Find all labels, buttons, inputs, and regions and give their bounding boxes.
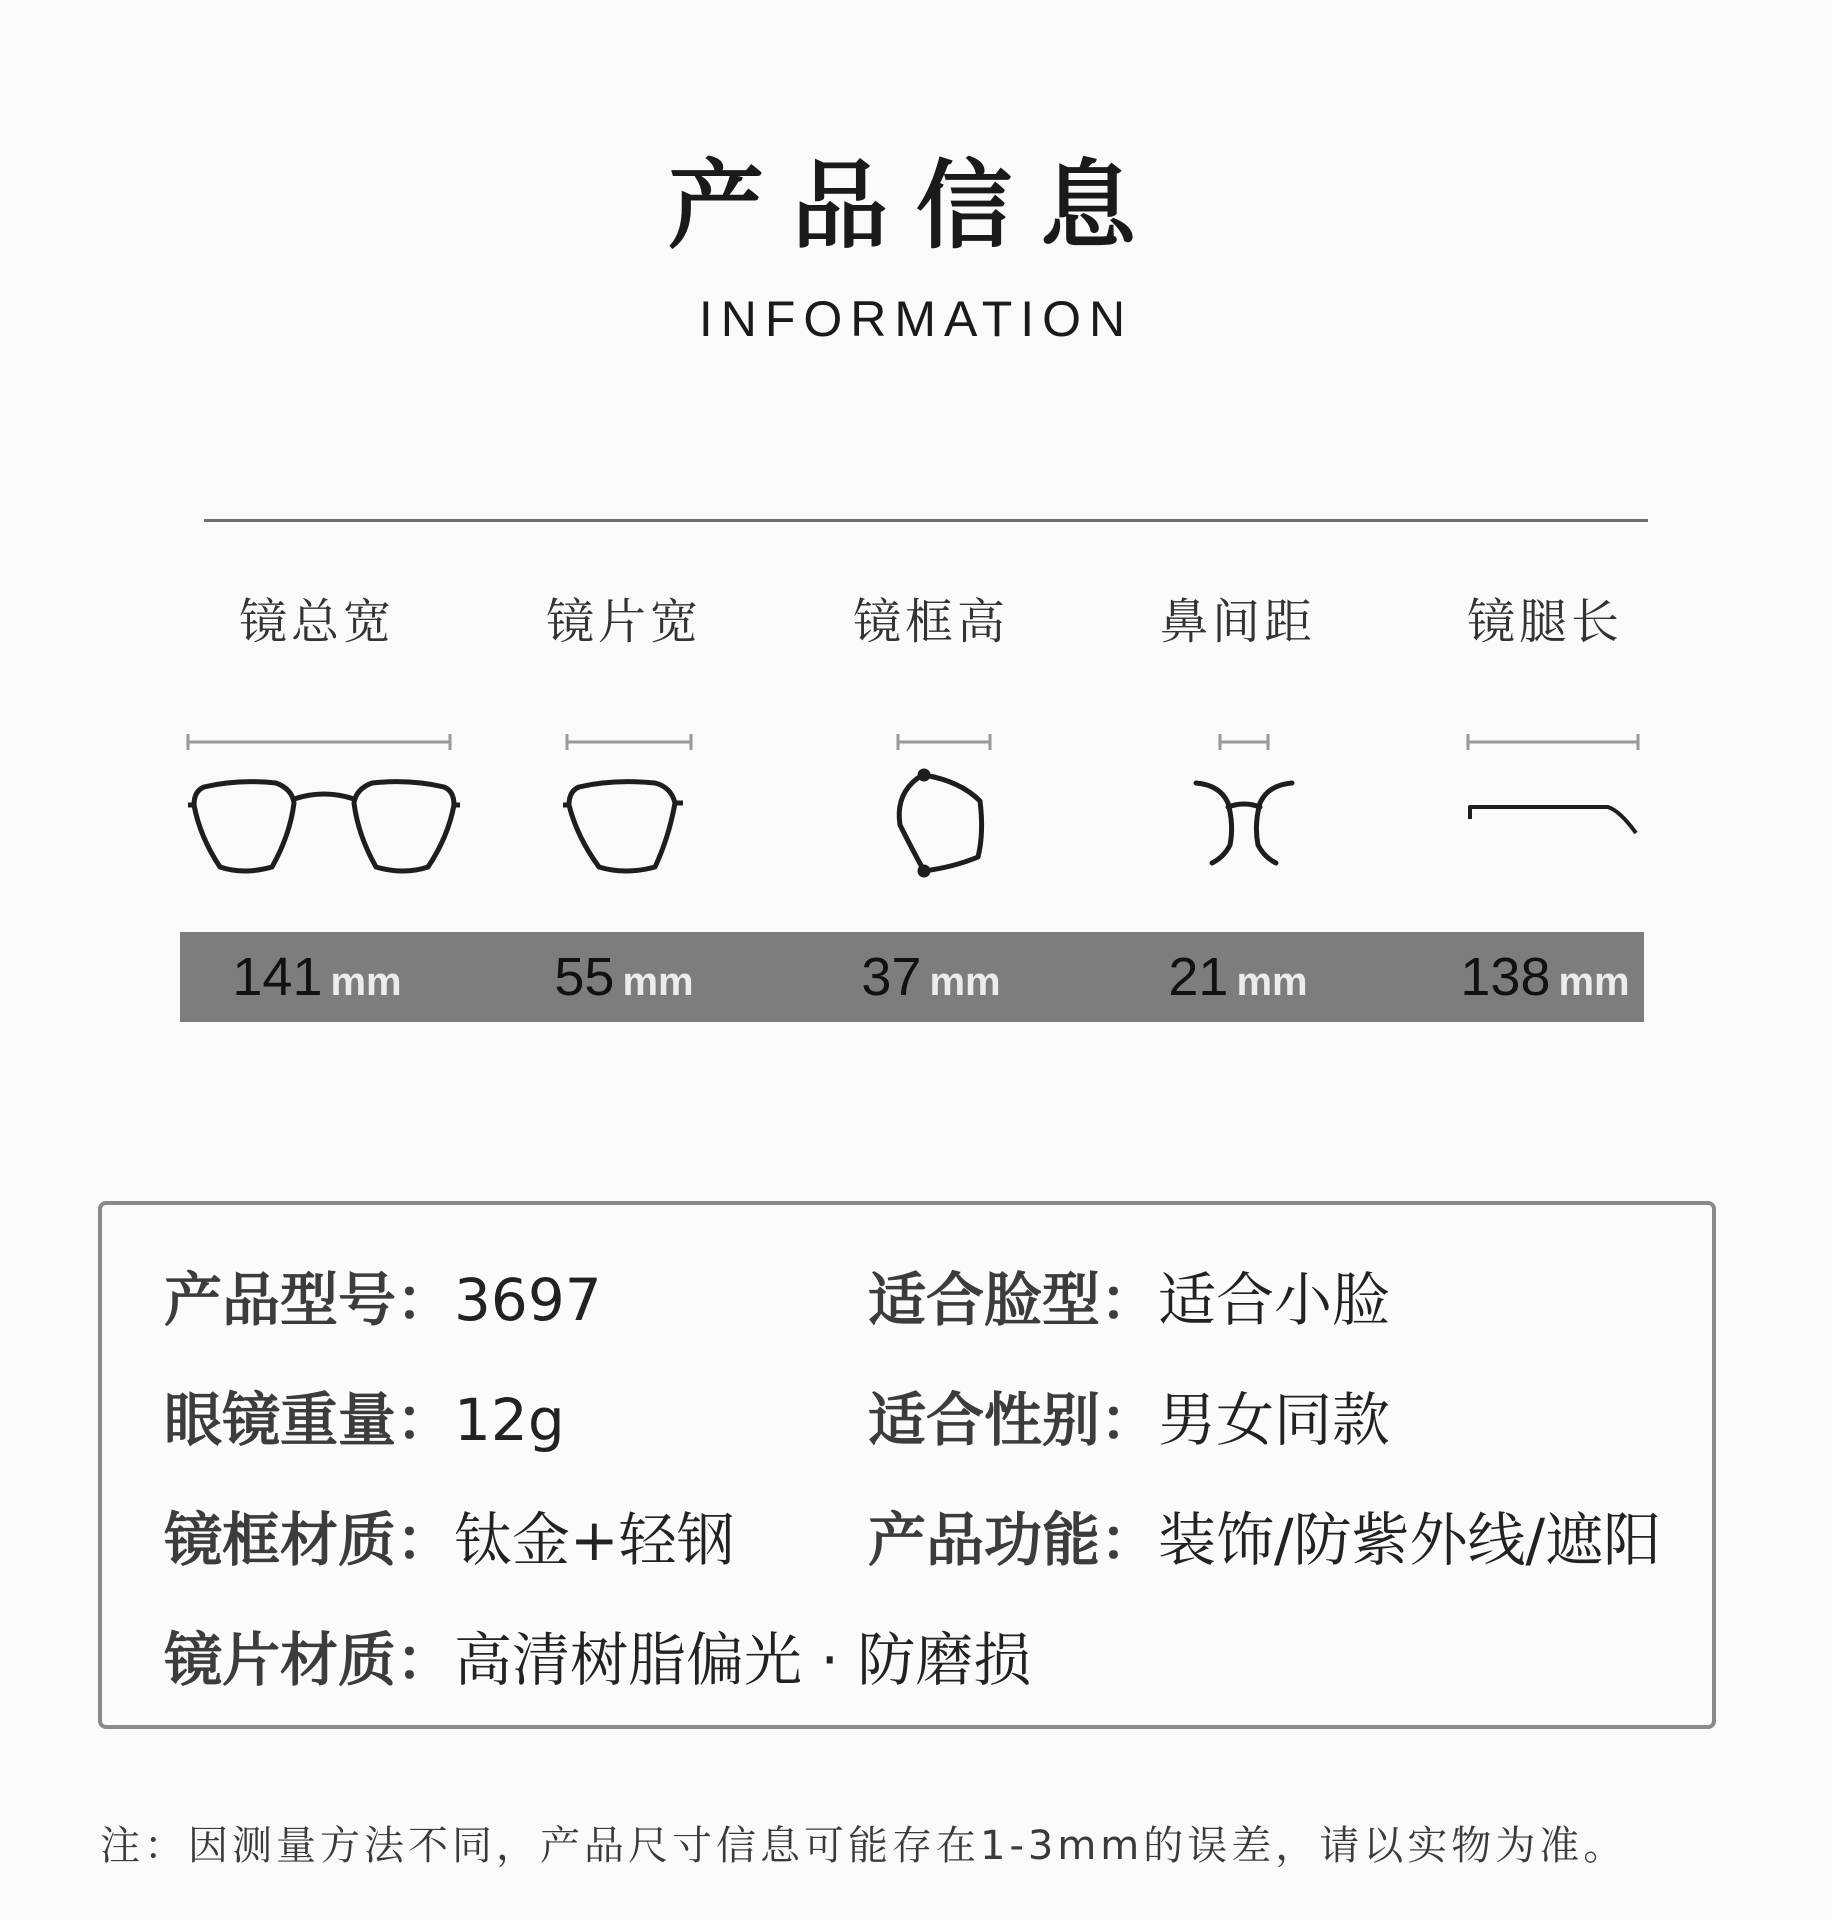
value-unit: mm [1558, 960, 1630, 1004]
value-number: 138 [1460, 947, 1551, 1007]
spec-label: 产品型号： [164, 1266, 455, 1334]
page-title: 产品信息 [668, 150, 1164, 262]
value-number: 141 [232, 947, 323, 1007]
spec-label: 适合脸型： [868, 1266, 1159, 1334]
temple-length-icon [1460, 725, 1650, 845]
frame-height-icon [880, 725, 1000, 885]
spec-face [868, 1265, 1390, 1335]
disclaimer-note: 注：因测量方法不同，产品尺寸信息可能存在1-3mm的误差，请以实物为准。 [100, 1823, 1628, 1869]
bridge-width-icon [1190, 725, 1300, 875]
dimension-value-bar [180, 932, 1644, 1022]
dimension-label-temple: 镜腿长 [1466, 594, 1623, 650]
spec-gender [868, 1385, 1390, 1455]
dimension-value-total-width [164, 932, 470, 1022]
spec-model [164, 1265, 602, 1335]
dimension-value-bridge [1085, 932, 1391, 1022]
value-number: 55 [554, 947, 615, 1007]
spec-label: 眼镜重量： [164, 1386, 455, 1454]
value-unit: mm [330, 960, 402, 1004]
spec-value: 3697 [454, 1266, 602, 1334]
spec-value: 装饰/防紫外线/遮阳 [1158, 1506, 1662, 1574]
spec-function [868, 1505, 1661, 1575]
dimension-label-frame-height: 镜框高 [852, 594, 1009, 650]
divider [204, 519, 1648, 522]
value-number: 37 [861, 947, 922, 1007]
spec-value: 12g [454, 1386, 565, 1454]
spec-label: 镜片材质： [164, 1626, 455, 1694]
spec-value: 适合小脸 [1158, 1266, 1391, 1334]
page-subtitle: INFORMATION [698, 291, 1134, 347]
dimension-label-bridge: 鼻间距 [1159, 594, 1316, 650]
spec-value: 男女同款 [1158, 1386, 1391, 1454]
dimension-label-total-width: 镜总宽 [238, 594, 395, 650]
spec-lens-material [164, 1625, 1031, 1695]
dimension-value-lens-width [471, 932, 777, 1022]
spec-value: 高清树脂偏光 · 防磨损 [454, 1626, 1032, 1694]
spec-frame-material [164, 1505, 735, 1575]
value-unit: mm [622, 960, 694, 1004]
spec-label: 产品功能： [868, 1506, 1159, 1574]
value-number: 21 [1168, 947, 1229, 1007]
spec-weight [164, 1385, 565, 1455]
spec-label: 适合性别： [868, 1386, 1159, 1454]
lens-width-icon [555, 725, 695, 875]
spec-box [98, 1201, 1716, 1729]
value-unit: mm [929, 960, 1001, 1004]
dimension-value-frame-height [778, 932, 1084, 1022]
dimension-value-temple [1392, 932, 1698, 1022]
value-unit: mm [1236, 960, 1308, 1004]
dimension-label-lens-width: 镜片宽 [545, 594, 702, 650]
full-frame-width-icon [180, 725, 470, 875]
spec-label: 镜框材质： [164, 1506, 455, 1574]
spec-value: 钛金+轻钢 [454, 1506, 735, 1574]
